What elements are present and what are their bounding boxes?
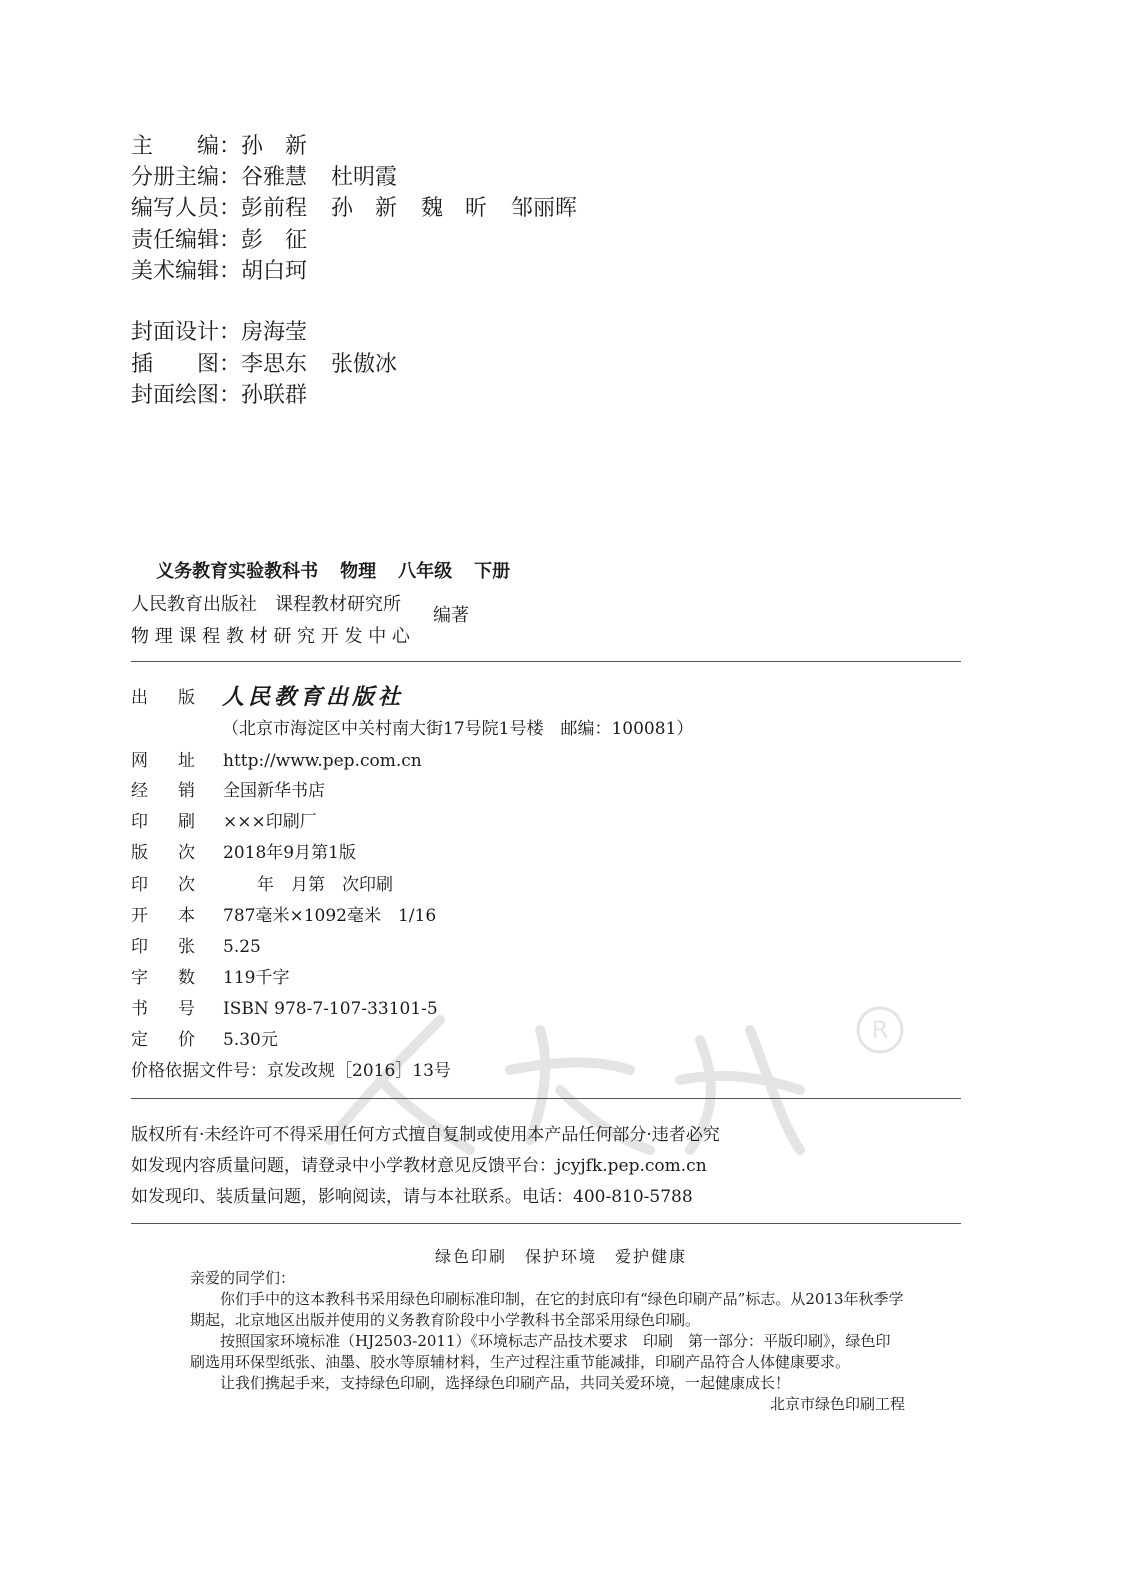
book-title (131, 557, 532, 583)
pub-key: 字数 (131, 968, 225, 988)
content-feedback-notice: 如发现内容质量问题，请登录中小学教材意见反馈平台：jcyjfk.pep.com.cn (131, 1156, 707, 1176)
pub-row-word-count (131, 963, 289, 988)
publisher-logo: 人民教育出版社 (222, 684, 405, 710)
letter-paragraph: 按照国家环境标准（HJ2503-2011）《环境标志产品技术要求 印刷 第一部分：平版印刷》，绿色印刷选用环保型纸张、油墨、胶水等原辅材料，生产过程注重节能减排，印刷产品符合人体健康要求。 (190, 1332, 891, 1371)
pub-row-distributor (131, 776, 325, 801)
credit-name: 孙 新 (241, 134, 308, 159)
pub-key: 印次 (131, 875, 225, 895)
credit-name: 彭 征 (241, 228, 308, 253)
pub-row-format (131, 901, 436, 926)
compiler-line-2: 物 理 课 程 教 材 研 究 开 发 中 心 (131, 626, 410, 647)
credit-label: 主 编： (131, 134, 242, 159)
credit-art-editor (131, 257, 331, 287)
pub-key: 版次 (131, 843, 225, 863)
credit-illustration (131, 350, 421, 380)
pub-row-sheets (131, 932, 261, 957)
credit-responsible-editor (131, 226, 331, 256)
series-name: 义务教育实验教科书 (156, 561, 319, 582)
letter-paragraph: 你们手中的这本教科书采用绿色印刷标准印制，在它的封底印有“绿色印刷产品”标志。从2013年秋季学期起，北京地区出版并使用的义务教育阶段中小学教科书全部采用绿色印刷。 (190, 1290, 904, 1329)
pub-row-publisher (131, 683, 223, 708)
credit-name: 谷雅慧 (241, 165, 308, 190)
compiler-line-1: 人民教育出版社 课程教材研究所 (131, 594, 401, 615)
credit-chief-editor (131, 132, 331, 162)
subject: 物理 (340, 561, 377, 582)
svg-text:R: R (871, 1016, 889, 1044)
pub-row-isbn (131, 994, 438, 1019)
credit-cover-drawing (131, 381, 331, 411)
credit-name: 张傲冰 (331, 352, 398, 377)
credit-name: 房海莹 (241, 320, 308, 345)
grade: 八年级 (398, 561, 453, 582)
credit-name: 胡白珂 (241, 259, 308, 284)
pub-row-price (131, 1025, 278, 1050)
divider (131, 1098, 961, 1099)
pub-row-printing (131, 870, 393, 895)
publisher-address: （北京市海淀区中关村南大街17号院1号楼 邮编：100081） (222, 719, 694, 739)
green-printing-heading: 绿色印刷 保护环境 爱护健康 (434, 1247, 687, 1266)
credit-label: 封面绘图： (131, 383, 242, 408)
credit-writers (131, 194, 601, 224)
pub-key: 印张 (131, 937, 225, 957)
credit-name: 魏 昕 (421, 196, 488, 221)
price-basis: 价格依据文件号：京发改规［2016］13号 (131, 1061, 451, 1081)
pub-key: 定价 (131, 1030, 225, 1050)
credit-name: 邹丽晖 (511, 196, 578, 221)
pub-value: ×××印刷厂 (223, 812, 317, 832)
pub-key: 网址 (131, 751, 225, 771)
letter-greeting: 亲爱的同学们： (190, 1269, 296, 1287)
credit-label: 美术编辑： (131, 259, 242, 284)
pub-value: 5.25 (223, 937, 261, 957)
credit-name: 彭前程 (241, 196, 308, 221)
pub-key: 印刷 (131, 812, 225, 832)
pub-value: 全国新华书店 (223, 781, 325, 801)
pub-value: ISBN 978-7-107-33101-5 (223, 999, 438, 1019)
credit-name: 孙联群 (241, 383, 308, 408)
compiled-label: 编著 (433, 605, 469, 626)
pub-row-printer (131, 807, 317, 832)
pub-key: 开本 (131, 906, 225, 926)
divider (131, 661, 961, 662)
print-quality-notice: 如发现印、装质量问题，影响阅读，请与本社联系。电话：400-810-5788 (131, 1187, 693, 1207)
credit-label: 插 图： (131, 352, 242, 377)
pub-value: http://www.pep.com.cn (223, 751, 422, 771)
pub-value: 2018年9月第1版 (223, 843, 356, 863)
pub-key: 书号 (131, 999, 225, 1019)
pub-row-website (131, 746, 422, 771)
credit-name: 杜明霞 (331, 165, 398, 190)
credit-label: 分册主编： (131, 165, 242, 190)
series-prefix (131, 561, 156, 582)
green-printing-letter (190, 1268, 905, 1415)
pub-value: 787毫米×1092毫米 1/16 (223, 906, 437, 926)
credit-volume-editor (131, 163, 421, 193)
letter-signature: 北京市绿色印刷工程 (769, 1395, 905, 1413)
copyright-notice: 版权所有·未经许可不得采用任何方式擅自复制或使用本产品任何部分·违者必究 (131, 1125, 720, 1145)
credit-label: 封面设计： (131, 320, 242, 345)
divider (131, 1223, 961, 1224)
pub-value: 119千字 (223, 968, 290, 988)
pub-value: 5.30元 (223, 1030, 278, 1050)
credit-name: 李思东 (241, 352, 308, 377)
pub-key: 出版 (131, 688, 225, 708)
volume: 下册 (474, 561, 511, 582)
letter-paragraph: 让我们携起手来，支持绿色印刷，选择绿色印刷产品，共同关爱环境，一起健康成长！ (220, 1374, 791, 1392)
credit-label: 责任编辑： (131, 228, 242, 253)
credit-label: 编写人员： (131, 196, 242, 221)
pub-row-edition (131, 838, 356, 863)
credit-name: 孙 新 (331, 196, 398, 221)
credit-cover-design (131, 318, 331, 348)
pub-value: 年 月第 次印刷 (223, 875, 393, 895)
pub-key: 经销 (131, 781, 225, 801)
